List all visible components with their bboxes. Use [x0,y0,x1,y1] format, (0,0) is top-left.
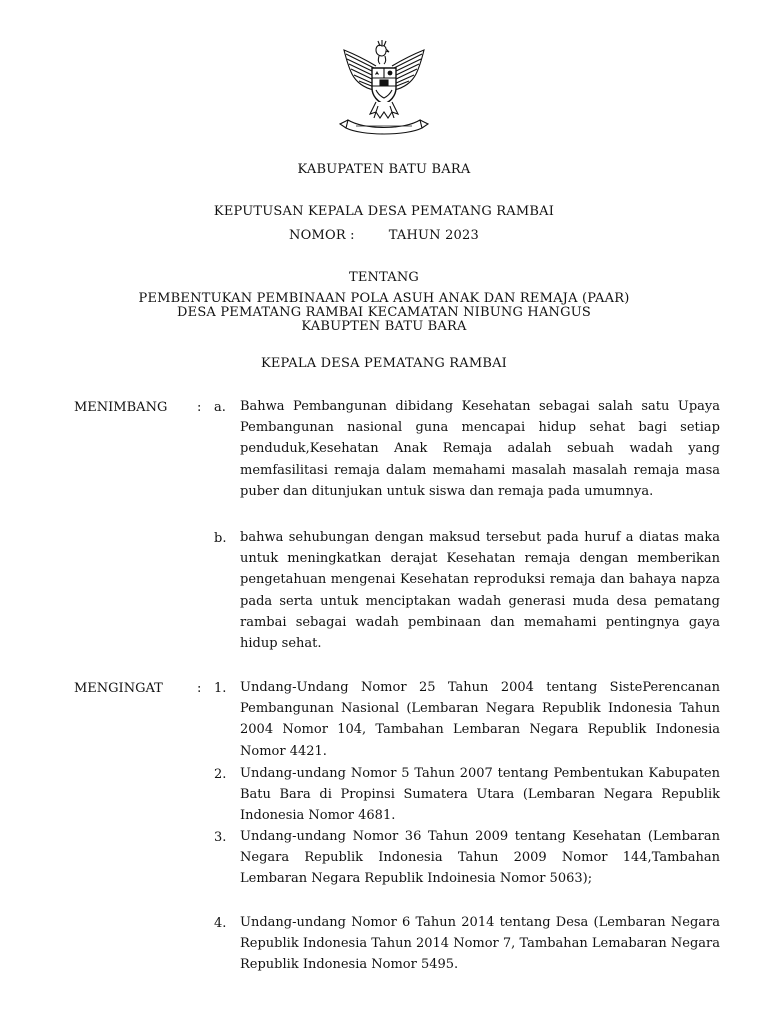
mengingat-item-3-text: Undang-undang Nomor 36 Tahun 2009 tentang Kesehatan (Lembaran Negara Republik Indonesia Tahun 2009 Nomor 144,Tambahan Lembaran Negara Republik Indoinesia Nomor 5063); [240,829,720,887]
mengingat-item-2-marker: 2. [214,767,227,782]
decree-title: KEPUTUSAN KEPALA DESA PEMATANG RAMBAI [213,204,555,219]
menimbang-item-b-text: bahwa sehubungan dengan maksud tersebut pada huruf a diatas maka untuk meningkatkan derajat Kesehatan remaja dengan memberikan pengetahuan mengenai Kesehatan reproduksi remaja dan bahaya napza pada serta untuk menciptakan wadah generasi muda desa pematang rambai sebagai wadah pembinaan dan memahami pentingnya gaya hidup sehat. [240,530,720,652]
number-label: NOMOR : [289,228,355,243]
garuda-emblem-icon [336,40,432,138]
mengingat-item-3-marker: 3. [214,830,227,845]
regency-title: KABUPATEN BATU BARA [297,162,471,177]
subject-line-1: PEMBENTUKAN PEMBINAAN POLA ASUH ANAK DAN REMAJA (PAAR) [138,291,630,306]
mengingat-item-4-text: Undang-undang Nomor 6 Tahun 2014 tentang Desa (Lembaran Negara Republik Indonesia Tahun 2014 Nomor 7, Tambahan Lemabaran Negara Republik Indonesia Nomor 5495. [240,915,720,973]
decree-number-line [0,228,768,243]
mengingat-item-2-text: Undang-undang Nomor 5 Tahun 2007 tentang Pembentukan Kabupaten Batu Bara di Propinsi Sumatera Utara (Lembaran Negara Republik Indonesia Nomor 4681. [240,766,720,824]
year-label: TAHUN 2023 [388,228,479,243]
menimbang-item-a-marker: a. [214,400,226,415]
mengingat-colon: : [197,681,202,696]
mengingat-label: MENGINGAT [74,681,163,696]
subject-line-3: KABUPTEN BATU BARA [301,319,467,334]
about-label: TENTANG [348,270,420,285]
mengingat-item-1-marker: 1. [214,681,227,696]
menimbang-colon: : [197,400,202,415]
mengingat-item-1-text: Undang-Undang Nomor 25 Tahun 2004 tentang SistePerencanan Pembangunan Nasional (Lembaran Negara Republik Indonesia Tahun 2004 Nomor 104, Tambahan Lembaran Negara Republik Indonesia Nomor 4421. [240,680,720,759]
menimbang-item-a-text: Bahwa Pembangunan dibidang Kesehatan sebagai salah satu Upaya Pembangunan nasional guna mencapai hidup sehat bagi setiap penduduk,Kesehatan Anak Remaja adalah sebuah wadah yang memfasilitasi remaja dalam memahami masalah masalah remaja masa puber dan ditunjukan untuk siswa dan remaja pada umumnya. [240,399,720,499]
menimbang-item-b-marker: b. [214,531,227,546]
authority-title: KEPALA DESA PEMATANG RAMBAI [260,356,508,371]
menimbang-label: MENIMBANG [74,400,168,415]
mengingat-item-4-marker: 4. [214,916,227,931]
subject-line-2: DESA PEMATANG RAMBAI KECAMATAN NIBUNG HANGUS [177,305,591,320]
